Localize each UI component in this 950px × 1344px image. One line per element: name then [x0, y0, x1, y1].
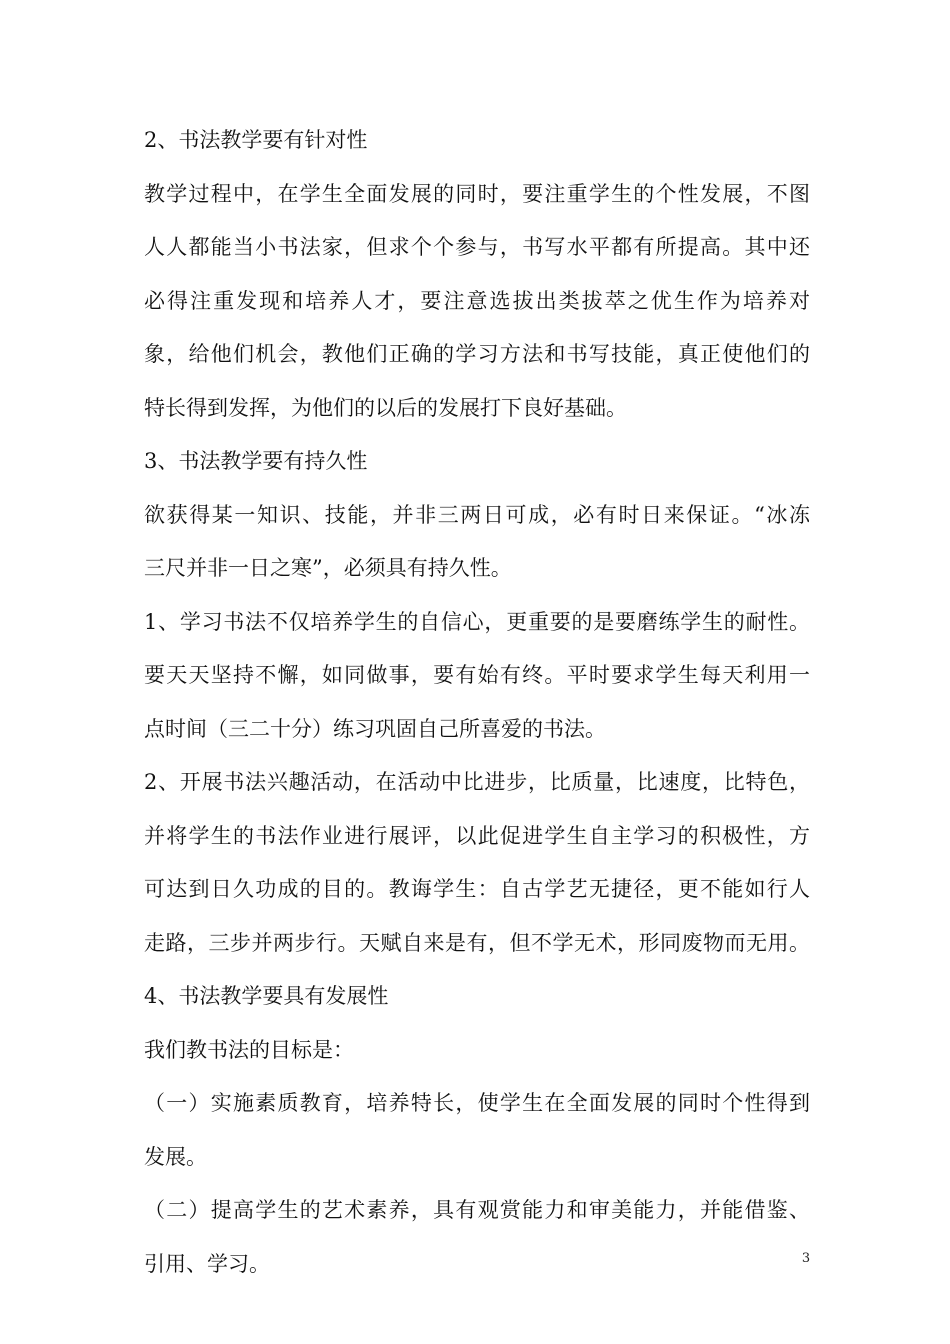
- text-line: 要天天坚持不懈，如同做事，要有始有终。平时要求学生每天利用一: [144, 663, 810, 687]
- text-line: 发展。: [144, 1144, 207, 1169]
- text-line: 走路，三步并两步行。天赋自来是有，但不学无术，形同废物而无用。: [144, 930, 810, 955]
- text-line: 2、开展书法兴趣活动，在活动中比进步，比质量，比速度，比特色，: [144, 770, 810, 794]
- text-line: 教学过程中，在学生全面发展的同时，要注重学生的个性发展，不图: [144, 181, 810, 206]
- body-text: [144, 114, 810, 1291]
- text-line: 欲获得某一知识、技能，并非三两日可成，必有时日来保证。“冰冻: [144, 502, 810, 527]
- text-line: 2、书法教学要有针对性: [144, 128, 368, 152]
- text-line: 象，给他们机会，教他们正确的学习方法和书写技能，真正使他们的: [144, 342, 810, 366]
- text-line: 引用、学习。: [144, 1251, 270, 1276]
- text-line: 我们教书法的目标是：: [144, 1037, 354, 1062]
- text-line: 可达到日久功成的目的。教诲学生：自古学艺无捷径，更不能如行人: [144, 877, 810, 901]
- text-line: 特长得到发挥，为他们的以后的发展打下良好基础。: [144, 395, 627, 420]
- text-line: 3、书法教学要有持久性: [144, 449, 368, 473]
- text-line: 4、书法教学要具有发展性: [144, 984, 389, 1008]
- text-line: 人人都能当小书法家，但求个个参与，书写水平都有所提高。其中还: [144, 235, 810, 259]
- text-line: （一）实施素质教育，培养特长，使学生在全面发展的同时个性得到: [144, 1091, 810, 1115]
- text-line: 点时间（三二十分）练习巩固自己所喜爱的书法。: [144, 716, 606, 741]
- page-number: 3: [801, 1251, 811, 1266]
- text-line: 必得注重发现和培养人才，要注意选拔出类拔萃之优生作为培养对: [144, 288, 810, 313]
- text-line: 1、学习书法不仅培养学生的自信心，更重要的是要磨练学生的耐性。: [144, 609, 810, 634]
- text-line: （二）提高学生的艺术素养，具有观赏能力和审美能力，并能借鉴、: [144, 1198, 810, 1222]
- text-line: 并将学生的书法作业进行展评，以此促进学生自主学习的积极性，方: [144, 823, 810, 848]
- text-line: 三尺并非一日之寒”，必须具有持久性。: [144, 556, 512, 580]
